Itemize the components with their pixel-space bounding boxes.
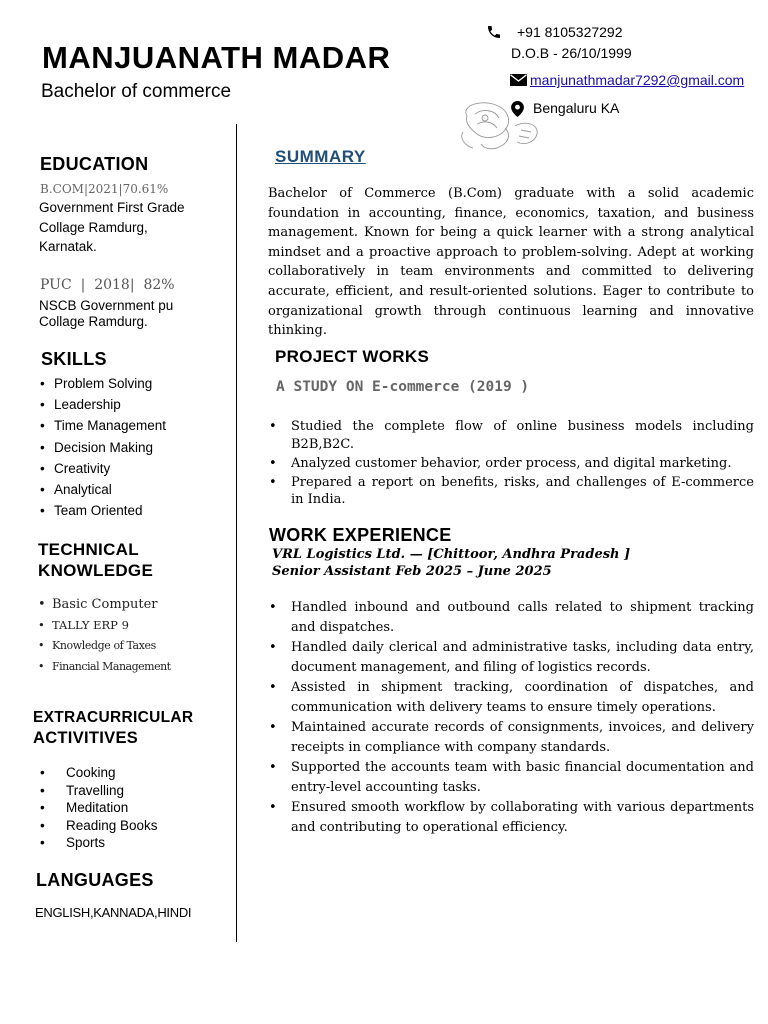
candidate-name: MANJUANATH MADAR bbox=[42, 40, 391, 75]
skills-heading: SKILLS bbox=[41, 349, 107, 369]
education-bcom-line: Government First Grade bbox=[39, 200, 185, 215]
technical-heading-line: TECHNICAL bbox=[38, 540, 139, 559]
email-address[interactable]: manjunathmadar7292@gmail.com bbox=[530, 72, 745, 88]
education-puc-institution bbox=[39, 298, 229, 330]
company-line: VRL Logistics Ltd. — [Chittoor, Andhra Pradesh ] bbox=[272, 547, 631, 562]
languages-heading: LANGUAGES bbox=[36, 870, 154, 890]
list-item: • Financial Management bbox=[38, 660, 171, 681]
list-item: • Meditation bbox=[40, 800, 158, 818]
list-item: • Analyzed customer behavior, order process, and digital marketing. bbox=[268, 455, 754, 473]
list-item: • Assisted in shipment tracking, coordination of dispatches, and communication with delivery teams to ensure timely operations. bbox=[268, 678, 754, 717]
project-list bbox=[268, 418, 754, 510]
experience-list bbox=[268, 598, 754, 838]
list-item: • Knowledge of Taxes bbox=[38, 639, 171, 660]
summary-heading: SUMMARY bbox=[275, 147, 366, 166]
languages-value: ENGLISH,KANNADA,HINDI bbox=[35, 905, 192, 920]
list-item: • Travelling bbox=[40, 783, 158, 801]
education-bcom-line: Collage Ramdurg, bbox=[39, 219, 148, 235]
email-link[interactable] bbox=[530, 72, 744, 88]
summary-text: Bachelor of Commerce (B.Com) graduate with a solid academic foundation in accounting, finance, economics, taxation, and business management. Known for being a quick learner with a strong analytical mindset and a proactive approach to problem-solving. Adept at working collaboratively in team environments and committed to delivering accurate, efficient, and result-oriented solutions. Eager to contribute to organizational growth through continuous learning and innovative thinking. bbox=[268, 186, 754, 339]
project-title: A STUDY ON E-commerce (2019 ) bbox=[276, 379, 530, 395]
technical-list bbox=[38, 597, 171, 681]
list-item: • Studied the complete flow of online business models including B2B,B2C. bbox=[268, 418, 754, 453]
extracurricular-heading bbox=[33, 707, 193, 749]
list-item: • Ensured smooth workflow by collaborating with various departments and contributing to operational efficiency. bbox=[268, 798, 754, 837]
column-divider bbox=[236, 124, 237, 942]
list-item: • Leadership bbox=[40, 397, 166, 418]
list-item: • Team Oriented bbox=[40, 503, 166, 524]
work-experience-heading: WORK EXPERIENCE bbox=[269, 525, 452, 545]
list-item: • Basic Computer bbox=[38, 597, 171, 618]
list-item: • Analytical bbox=[40, 482, 166, 503]
list-item: • TALLY ERP 9 bbox=[38, 618, 171, 639]
education-puc-line: NSCB Government pu bbox=[39, 298, 174, 313]
list-item: • Maintained accurate records of consignments, invoices, and delivery receipts in compliance with company standards. bbox=[268, 718, 754, 757]
project-works-heading: PROJECT WORKS bbox=[275, 347, 430, 366]
phone-icon bbox=[486, 24, 502, 40]
education-puc-line: Collage Ramdurg. bbox=[39, 314, 148, 329]
envelope-icon bbox=[510, 74, 527, 86]
technical-heading bbox=[38, 539, 153, 581]
list-item: • Time Management bbox=[40, 418, 166, 439]
list-item: • Prepared a report on benefits, risks, and challenges of E-commerce in India. bbox=[268, 474, 754, 509]
phone-number: +91 8105327292 bbox=[517, 24, 623, 40]
technical-heading-line: KNOWLEDGE bbox=[38, 561, 154, 580]
list-item: • Sports bbox=[40, 835, 158, 853]
education-puc-meta: PUC | 2018| 82% bbox=[40, 277, 175, 293]
list-item: • Handled inbound and outbound calls related to shipment tracking and dispatches. bbox=[268, 598, 754, 637]
decorative-sketch bbox=[455, 98, 555, 154]
education-heading: EDUCATION bbox=[40, 154, 149, 174]
education-bcom-institution bbox=[39, 198, 229, 257]
list-item: • Problem Solving bbox=[40, 376, 166, 397]
extracurricular-heading-line: ACTIVITIVES bbox=[33, 729, 139, 747]
list-item: • Cooking bbox=[40, 765, 158, 783]
role-line: Senior Assistant Feb 2025 – June 2025 bbox=[272, 564, 552, 579]
list-item: • Supported the accounts team with basic financial documentation and entry-level accounting tasks. bbox=[268, 758, 754, 797]
list-item: • Decision Making bbox=[40, 440, 166, 461]
list-item: • Reading Books bbox=[40, 818, 158, 836]
list-item: • Handled daily clerical and administrative tasks, including data entry, document management, and filing of logistics records. bbox=[268, 638, 754, 677]
skills-list bbox=[40, 376, 166, 524]
degree-title: Bachelor of commerce bbox=[41, 81, 232, 102]
extracurricular-heading-line: EXTRACURRICULAR bbox=[33, 709, 194, 726]
date-of-birth: D.O.B - 26/10/1999 bbox=[511, 45, 632, 61]
extracurricular-list bbox=[40, 765, 158, 853]
list-item: • Creativity bbox=[40, 461, 166, 482]
education-bcom-meta: B.COM|2021|70.61% bbox=[40, 182, 169, 196]
location: Bengaluru KA bbox=[533, 100, 620, 116]
education-bcom-line: Karnatak. bbox=[39, 239, 97, 254]
